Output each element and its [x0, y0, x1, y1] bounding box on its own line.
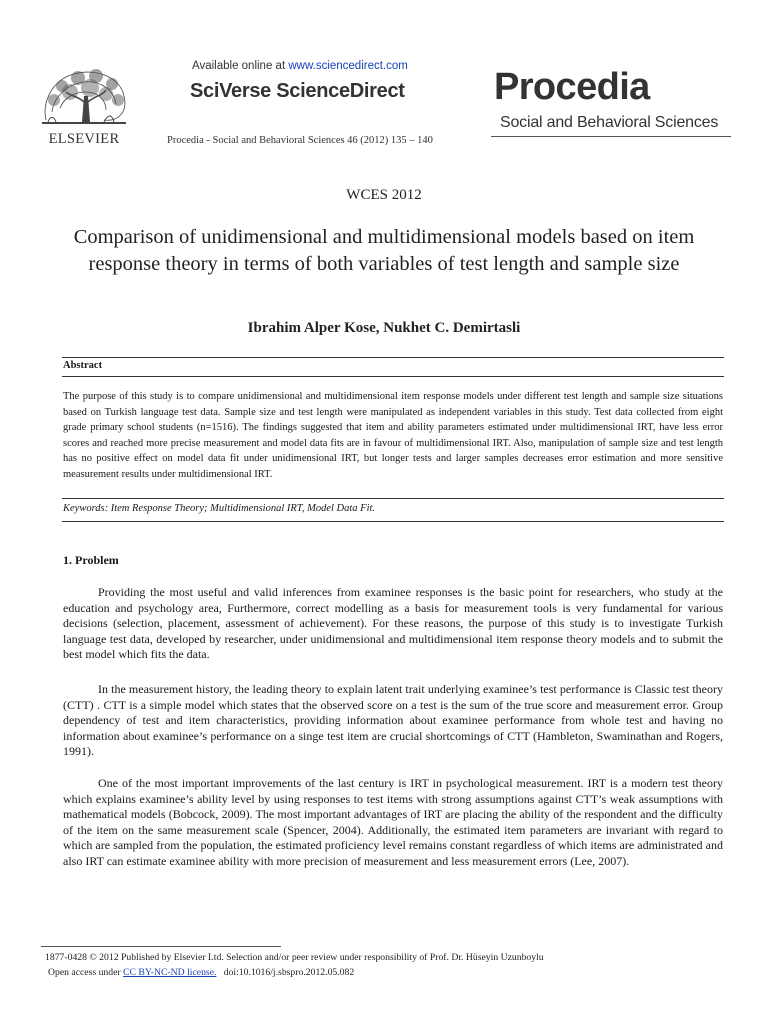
journal-subtitle: Social and Behavioral Sciences — [500, 114, 719, 131]
abstract-label-rule — [62, 376, 724, 377]
abstract-top-rule — [62, 357, 724, 358]
keywords-top-rule — [62, 498, 724, 499]
copyright-line: 1877-0428 © 2012 Published by Elsevier Ltd. Selection and/or peer review under responsibility of Prof. Dr. Hüseyin Uzunboylu — [45, 952, 544, 963]
svg-text:ELSEVIER: ELSEVIER — [48, 131, 120, 147]
paper-title: Comparison of unidimensional and multidimensional models based on item response theory in terms of both variables of test length and sample size — [73, 226, 695, 275]
conference-name: WCES 2012 — [346, 187, 422, 203]
open-access-prefix: Open access under — [48, 967, 124, 978]
abstract-heading: Abstract — [63, 360, 103, 371]
journal-name: Procedia — [494, 66, 650, 108]
abstract-text: The purpose of this study is to compare unidimensional and multidimensional item response models under different test length and sample size situations based on Turkish language test data. Sample size and test length were manipulated as independent variables in this study. Test data collected from eight grade primary school students (n=1516). The findings suggested that item and ability parameters estimated under multidimensional IRT, have less error scores and reached more precise measurement and model data fits are in favour of multidimensional IRT. Also, manipulation of sample size and test length has no positive effect on model data fit under unidimensional IRT, but longer tests and larger samples decreases error estimation and more sensitive measurement results under multidimensional IRT. — [63, 391, 723, 480]
footnote-divider — [41, 946, 281, 947]
journal-citation: Procedia - Social and Behavioral Sciences 46 (2012) 135 – 140 — [167, 135, 433, 146]
keywords-bottom-rule — [62, 521, 724, 522]
header-divider — [491, 136, 731, 137]
body-paragraph: In the measurement history, the leading theory to explain latent trait underlying examinee’s test performance is Classic test theory (CTT) . CTT is a simple model which states that the observed score on a test is the sum of the true score and measurement error. Group dependency of test and item characteristics, providing information about examinee performance from whole test and having no information about examinee’s performance on a singe test item are crucial shortcomings of CTT (Hambleton, Swaminathan and Rogers, 1991). — [63, 682, 723, 759]
body-paragraph: One of the most important improvements of the last century is IRT in psychological measurement. IRT is a modern test theory which explains examinee’s ability level by using responses to test items with strong assumptions against CTT’s weak assumptions with mathematical models (Bobcock, 2009). The most important advantages of IRT are placing the ability of the respondent and the difficulty of the item on the same measurement scale (Spencer, 2004). Additionally, the estimated item parameters are invariant with regard to which are sampled from the population, the estimated proficiency level remains constant regardless of which items are administrated and also IRT can estimate examinee ability with more precision of measurement and less measurement errors (Lee, 2007). — [63, 776, 723, 868]
open-access-line — [48, 967, 354, 978]
license-link[interactable]: CC BY-NC-ND license. — [123, 967, 217, 978]
sciencedirect-link[interactable]: www.sciencedirect.com — [288, 60, 408, 72]
available-prefix: Available online at — [192, 60, 289, 72]
platform-name: SciVerse ScienceDirect — [190, 80, 405, 102]
paper-authors: Ibrahim Alper Kose, Nukhet C. Demirtasli — [247, 320, 521, 336]
keywords: Keywords: Item Response Theory; Multidimensional IRT, Model Data Fit. — [63, 503, 376, 514]
available-online-line — [192, 60, 408, 72]
elsevier-tree-logo-icon — [34, 62, 134, 148]
body-paragraph: Providing the most useful and valid inferences from examinee responses is the basic point for researchers, who study at the education and psychology area, Furthermore, correct modelling as a basis for measurement tools is very fundamental for various decisions (selection, placement, assessment of achievement). For these reasons, the purpose of this study is to investigate Turkish language test data, developed by researcher, under unidimensional and multidimensional item response theory models and to submit the best model which fits the data. — [63, 585, 723, 662]
section-heading: 1. Problem — [63, 553, 119, 567]
doi[interactable]: doi:10.1016/j.sbspro.2012.05.082 — [223, 967, 355, 978]
